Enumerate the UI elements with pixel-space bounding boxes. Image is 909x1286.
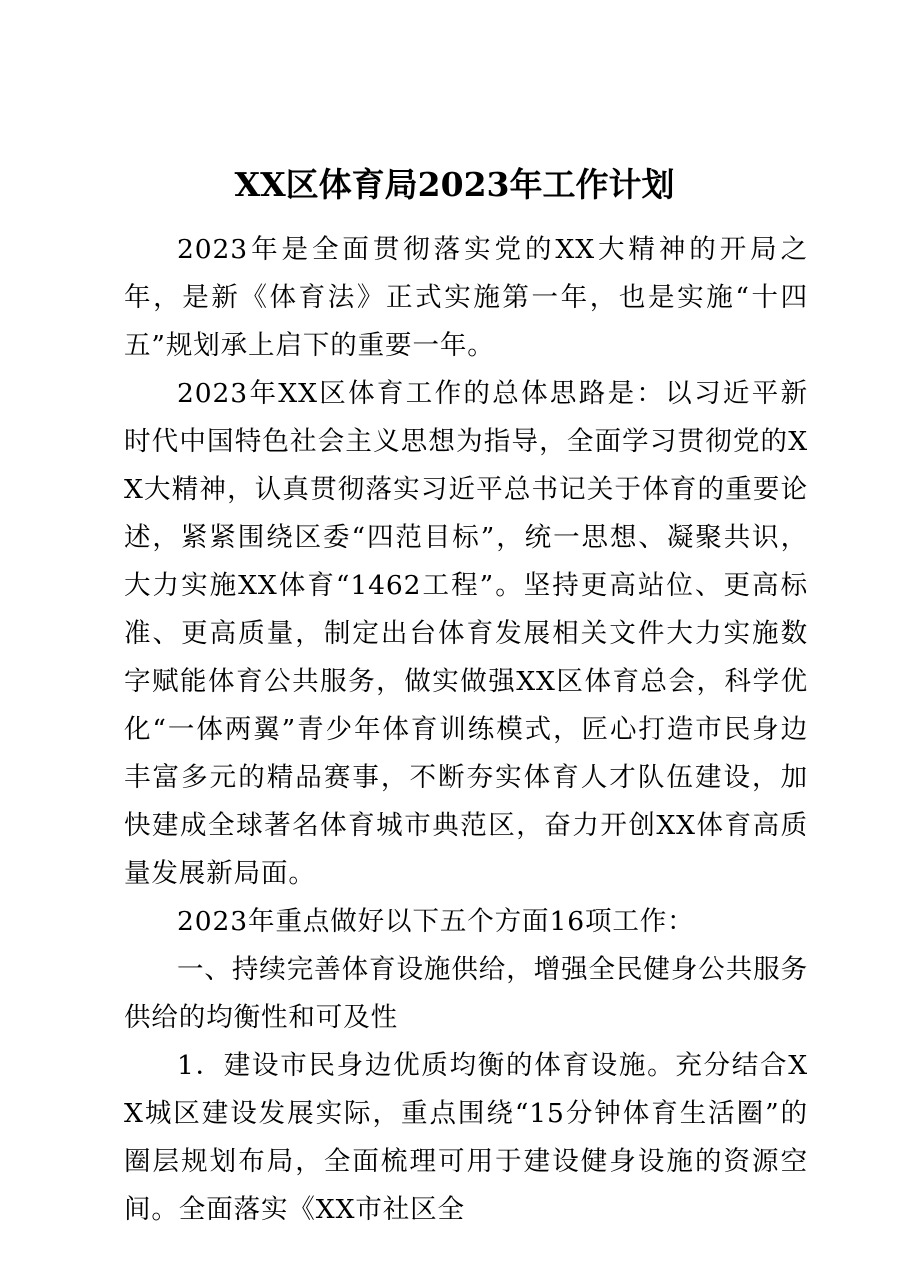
document-title: XX区体育局2023年工作计划 (234, 165, 675, 204)
section-heading-1: 一、持续完善体育设施供给，增强全民健身公共服务供给的均衡性和可及性 (124, 954, 808, 1033)
paragraph-item-1: 1．建设市民身边优质均衡的体育设施。充分结合XX城区建设发展实际，重点围绕“15分钟体育生活圈”的圈层规划布局，全面梳理可用于建设健身设施的资源空间。全面落实《XX市社区全 (124, 1050, 808, 1225)
paragraph-intro: 2023年是全面贯彻落实党的XX大精神的开局之年，是新《体育法》正式实施第一年，也是实施“十四五”规划承上启下的重要一年。 (124, 234, 808, 361)
paragraph-overall-approach: 2023年XX区体育工作的总体思路是：以习近平新时代中国特色社会主义思想为指导，全面学习贯彻党的XX大精神，认真贯彻落实习近平总书记关于体育的重要论述，紧紧围绕区委“四范目标”，统一思想、凝聚共识，大力实施XX体育“1462工程”。坚持更高站位、更高标准、更高质量，制定出台体育发展相关文件大力实施数字赋能体育公共服务，做实做强XX区体育总会，科学优化“一体两翼”青少年体育训练模式，匠心打造市民身边丰富多元的精品赛事，不断夯实体育人才队伍建设，加快建成全球著名体育城市典范区，奋力开创XX体育高质量发展新局面。 (124, 378, 808, 889)
document-body (124, 226, 808, 1234)
paragraph-key-tasks-summary: 2023年重点做好以下五个方面16项工作： (177, 906, 695, 937)
